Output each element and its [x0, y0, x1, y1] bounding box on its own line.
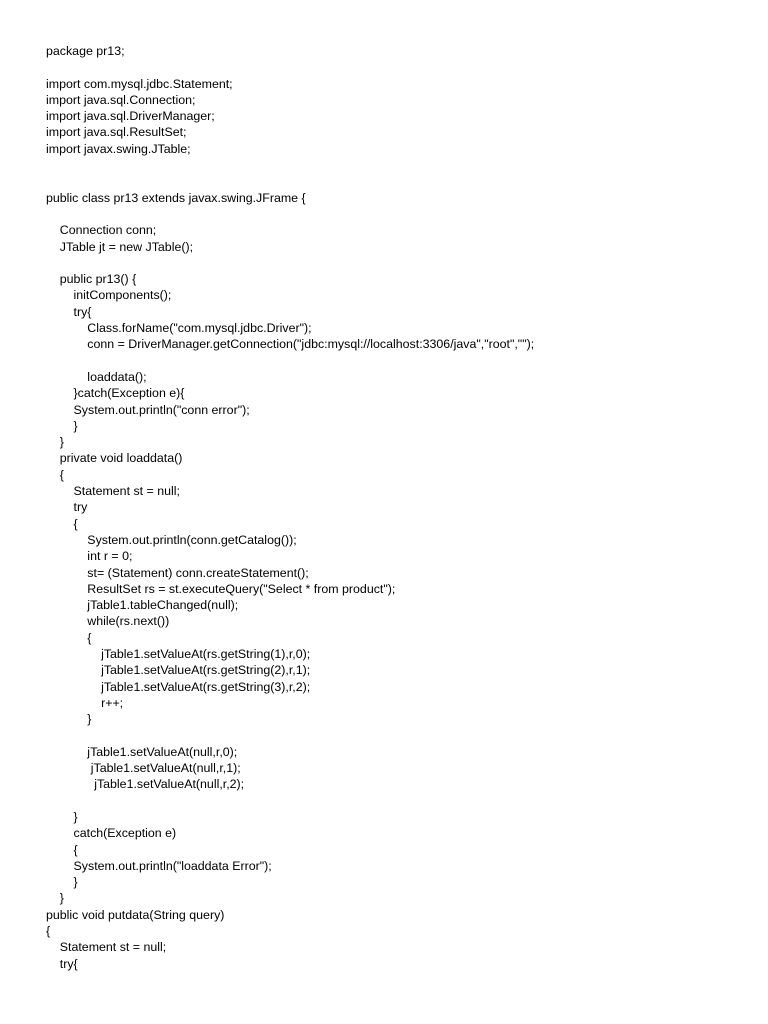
code-line — [46, 173, 746, 189]
code-line: import java.sql.DriverManager; — [46, 109, 215, 124]
code-line — [46, 255, 746, 271]
code-line: public class pr13 extends javax.swing.JFrame { — [46, 190, 306, 205]
code-line: jTable1.setValueAt(null,r,2); — [46, 777, 245, 792]
code-line: try — [46, 500, 88, 515]
code-line: package pr13; — [46, 44, 125, 58]
code-line: { — [46, 924, 51, 939]
code-line — [46, 59, 746, 75]
code-line: Class.forName("com.mysql.jdbc.Driver"); — [46, 321, 312, 336]
code-line: Connection conn; — [46, 223, 157, 238]
code-line: r++; — [46, 695, 124, 710]
code-line: } — [46, 435, 64, 450]
code-line: jTable1.setValueAt(rs.getString(2),r,1); — [46, 663, 311, 678]
code-line: loaddata(); — [46, 369, 147, 384]
code-line: Statement st = null; — [46, 940, 167, 955]
code-line: System.out.println("loaddata Error"); — [46, 858, 272, 873]
code-line: import javax.swing.JTable; — [46, 141, 191, 156]
code-line: while(rs.next()) — [46, 614, 170, 629]
code-line: jTable1.setValueAt(null,r,0); — [46, 744, 238, 759]
code-line: try{ — [46, 304, 92, 319]
code-line: } — [46, 891, 64, 906]
code-line: try{ — [46, 956, 78, 971]
code-line: }catch(Exception e){ — [46, 386, 185, 401]
code-line — [46, 727, 746, 743]
code-line: { — [46, 516, 78, 531]
code-line: { — [46, 467, 64, 482]
code-line: import com.mysql.jdbc.Statement; — [46, 76, 233, 91]
code-line: conn = DriverManager.getConnection("jdbc:mysql://localhost:3306/java","root",""); — [46, 337, 535, 352]
code-line — [46, 206, 746, 222]
code-line: } — [46, 712, 92, 727]
code-line: JTable jt = new JTable(); — [46, 239, 194, 254]
code-line: public pr13() { — [46, 272, 137, 287]
code-listing — [46, 43, 746, 972]
code-line — [46, 157, 746, 173]
code-line: jTable1.setValueAt(rs.getString(1),r,0); — [46, 646, 311, 661]
code-line: st= (Statement) conn.createStatement(); — [46, 565, 309, 580]
code-line: } — [46, 875, 78, 890]
code-line — [46, 353, 746, 369]
code-line: int r = 0; — [46, 549, 133, 564]
code-line: System.out.println("conn error"); — [46, 402, 250, 417]
code-line: import java.sql.Connection; — [46, 92, 196, 107]
code-line: jTable1.setValueAt(null,r,1); — [46, 761, 241, 776]
code-line: } — [46, 418, 78, 433]
code-line: { — [46, 630, 92, 645]
code-line: { — [46, 842, 78, 857]
code-line: Statement st = null; — [46, 484, 180, 499]
code-line: jTable1.setValueAt(rs.getString(3),r,2); — [46, 679, 311, 694]
code-line: ResultSet rs = st.executeQuery("Select * from product"); — [46, 581, 396, 596]
code-line: import java.sql.ResultSet; — [46, 125, 187, 140]
code-line: jTable1.tableChanged(null); — [46, 598, 239, 613]
code-line: private void loaddata() — [46, 451, 183, 466]
code-line — [46, 793, 746, 809]
code-line: initComponents(); — [46, 288, 172, 303]
code-line: catch(Exception e) — [46, 826, 177, 841]
code-line: System.out.println(conn.getCatalog()); — [46, 532, 297, 547]
code-line: } — [46, 809, 78, 824]
code-line: public void putdata(String query) — [46, 907, 225, 922]
